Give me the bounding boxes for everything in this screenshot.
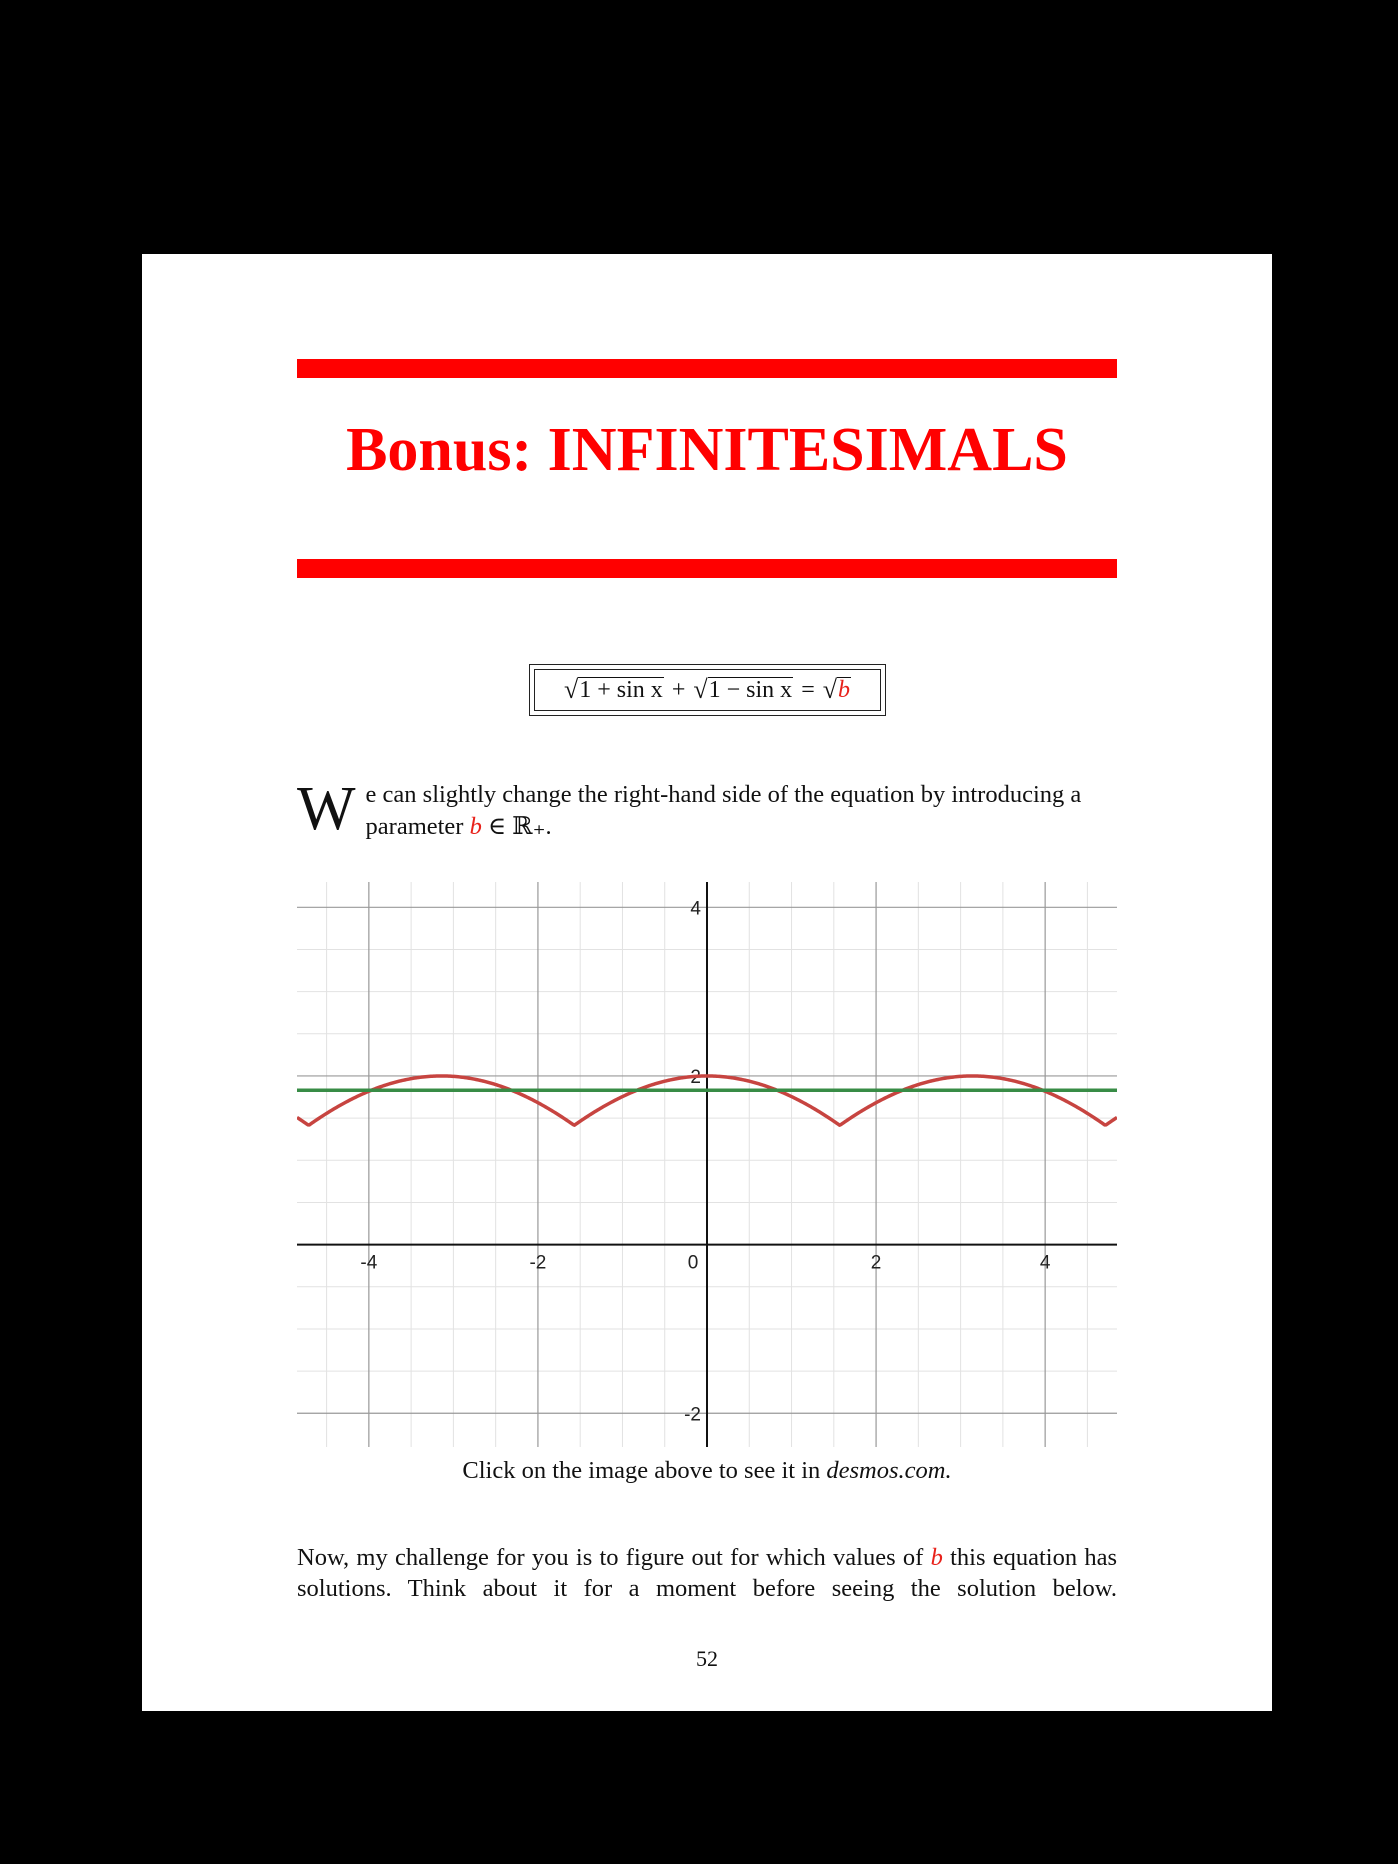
x-tick-label: 0	[687, 1252, 699, 1274]
chapter-title: Bonus: INFINITESIMALS	[346, 416, 1068, 484]
challenge-text-before: Now, my challenge for you is to figure out for which values of	[297, 1544, 924, 1571]
drop-cap: W	[297, 775, 356, 843]
bottom-red-rule	[297, 559, 1117, 578]
graph-caption	[142, 1457, 1272, 1485]
y-tick-label: 4	[690, 898, 701, 920]
x-tick-label: -4	[360, 1252, 378, 1274]
sqrt-term-1: √ 1 + sin x	[563, 675, 663, 705]
tick-labels	[360, 898, 1050, 1425]
page-number: 52	[696, 1646, 718, 1671]
intro-paragraph	[297, 775, 1117, 843]
plus-sign: +	[671, 676, 686, 703]
sqrt-arg-2: 1 − sin x	[708, 676, 793, 703]
equals-sign: =	[801, 676, 815, 703]
rhs-param: b	[838, 676, 851, 703]
sqrt-term-2: √ 1 − sin x	[693, 675, 793, 705]
sqrt-arg-1: 1 + sin x	[579, 676, 663, 703]
book-page	[142, 254, 1272, 1711]
challenge-param: b	[930, 1544, 943, 1571]
desmos-graph[interactable]	[297, 882, 1117, 1447]
y-tick-label: -2	[684, 1404, 701, 1426]
challenge-text-after: this equation has solutions. Think about it for a moment before seeing the solution below.	[297, 1544, 1118, 1602]
x-tick-label: 4	[1039, 1252, 1051, 1274]
x-tick-label: 2	[870, 1252, 882, 1274]
sqrt-rhs: √ b	[822, 675, 851, 705]
desmos-link[interactable]: desmos.com.	[826, 1457, 952, 1484]
intro-param: b	[469, 813, 482, 840]
top-red-rule	[297, 359, 1117, 378]
challenge-paragraph	[297, 1542, 1117, 1604]
y-tick-label: 2	[690, 1066, 701, 1088]
intro-text: e can slightly change the right-hand side of the equation by introducing a parameter	[365, 781, 1082, 840]
axes	[297, 882, 1117, 1447]
boxed-equation	[529, 664, 886, 716]
x-tick-label: -2	[529, 1252, 547, 1274]
intro-set: ∈ ℝ₊.	[487, 813, 552, 840]
caption-text: Click on the image above to see it in	[462, 1457, 821, 1484]
